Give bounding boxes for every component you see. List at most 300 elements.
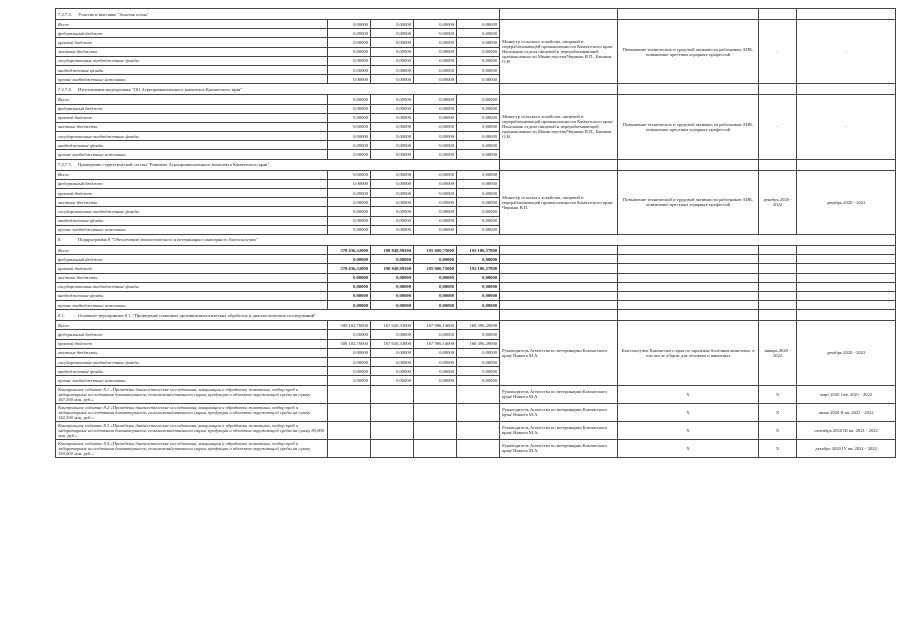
row-label: краевой бюджет	[56, 339, 328, 348]
row-label: краевой бюджет	[56, 189, 328, 198]
value-cell: 0,00000	[328, 358, 371, 367]
value-cell: 0,00000	[457, 225, 500, 234]
block-title	[56, 84, 500, 95]
value-cell: 195 600,75000	[414, 264, 457, 273]
value-cell: 0,00000	[457, 141, 500, 150]
value-cell: 0,00000	[414, 75, 457, 84]
table-row	[56, 234, 896, 245]
table-row	[56, 9, 896, 20]
table-cell	[618, 310, 759, 321]
row-label: местные бюджеты	[56, 47, 328, 56]
result-cell: Благополучие Камчатского края по заразным болезням животных, в том числе общим для человека и животных	[618, 321, 759, 385]
value-cell: 0,00000	[328, 56, 371, 65]
value-cell: 0,00000	[371, 358, 414, 367]
value-cell: 0,00000	[371, 170, 414, 179]
table-cell	[328, 421, 371, 439]
period-cell: декабрь 2020 - 2022	[797, 321, 896, 385]
value-cell: 0,00000	[457, 255, 500, 264]
table-cell	[457, 421, 500, 439]
value-cell: 0,00000	[457, 95, 500, 104]
value-cell: 0,00000	[328, 113, 371, 122]
row-label: федеральный бюджет	[56, 104, 328, 113]
table-cell	[414, 403, 457, 421]
table-row	[56, 159, 896, 170]
value-cell: 0,00000	[457, 189, 500, 198]
row-label: прочие внебюджетные источники	[56, 301, 328, 310]
table-cell	[797, 301, 896, 310]
value-cell: 0,00000	[328, 282, 371, 291]
value-cell: 0,00000	[371, 291, 414, 300]
date-cell: январь 2020 - 2022	[759, 321, 797, 385]
value-cell: 0,00000	[371, 189, 414, 198]
value-cell: 0,00000	[328, 225, 371, 234]
table-cell	[618, 282, 759, 291]
value-cell: 0,00000	[371, 29, 414, 38]
row-label: внебюджетные фонды	[56, 367, 328, 376]
table-cell	[500, 291, 618, 300]
table-row	[56, 291, 896, 300]
value-cell: 0,00000	[457, 376, 500, 385]
value-cell: 195 600,75000	[414, 245, 457, 254]
value-cell: 0,00000	[371, 75, 414, 84]
value-cell: 0,00000	[371, 56, 414, 65]
value-cell: 0,00000	[328, 65, 371, 74]
table-cell	[797, 310, 896, 321]
table-cell	[500, 159, 618, 170]
row-label: государственные внебюджетные фонды	[56, 132, 328, 141]
value-cell: 0,00000	[414, 291, 457, 300]
responsible-cell: Руководитель Агентства по ветеринарии Камчатского края/ Никита М.А.	[500, 385, 618, 403]
value-cell: 0,00000	[371, 95, 414, 104]
value-cell: 0,00000	[457, 38, 500, 47]
table-cell	[797, 245, 896, 254]
block-title	[56, 159, 500, 170]
value-cell: 0,00000	[414, 225, 457, 234]
table-cell	[759, 264, 797, 273]
value-cell: 0,00000	[414, 376, 457, 385]
value-cell: 0,00000	[371, 179, 414, 188]
date-cell: -	[759, 20, 797, 84]
row-label: прочие внебюджетные источники	[56, 150, 328, 159]
value-cell: 0,00000	[414, 273, 457, 282]
value-cell: 500 182,76000	[328, 339, 371, 348]
value-cell: 0,00000	[371, 132, 414, 141]
row-label: Всего	[56, 20, 328, 29]
value-cell: 0,00000	[371, 282, 414, 291]
x-cell: X	[618, 439, 759, 457]
value-cell: 0,00000	[414, 141, 457, 150]
table-cell	[618, 291, 759, 300]
table-cell	[500, 255, 618, 264]
responsible-cell: Руководитель Агентства по ветеринарии Камчатского края/ Никита М.А.	[500, 321, 618, 385]
table-row	[56, 439, 896, 457]
value-cell: 0,00000	[414, 198, 457, 207]
value-cell: 0,00000	[328, 367, 371, 376]
value-cell: 0,00000	[328, 348, 371, 357]
row-label: краевой бюджет	[56, 113, 328, 122]
table-row	[56, 20, 896, 29]
table-cell	[371, 439, 414, 457]
table-row	[56, 301, 896, 310]
value-cell: 0,00000	[457, 65, 500, 74]
value-cell: 192 186,57800	[457, 245, 500, 254]
value-cell: 0,00000	[371, 301, 414, 310]
table-body	[56, 9, 896, 458]
table-cell	[500, 301, 618, 310]
value-cell: 0,00000	[328, 75, 371, 84]
responsible-cell: Министр сельского хозяйства, пищевой и перерабатывающей промышленности Камчатского края/Начальник отдела пищевой и перерабатывающей промышленности Министерства/Черныш В.П., Бакшин О.Н.	[500, 95, 618, 159]
value-cell: 0,00000	[328, 216, 371, 225]
value-cell: 0,00000	[457, 20, 500, 29]
table-cell	[618, 301, 759, 310]
table-cell	[759, 273, 797, 282]
value-cell: 0,00000	[414, 122, 457, 131]
value-cell: 0,00000	[414, 113, 457, 122]
value-cell: 0,00000	[457, 330, 500, 339]
row-label: федеральный бюджет	[56, 29, 328, 38]
block-title	[56, 9, 500, 20]
value-cell: 0,00000	[414, 38, 457, 47]
table-cell	[328, 385, 371, 403]
table-row	[56, 273, 896, 282]
table-cell	[797, 291, 896, 300]
date-cell: март 2020 I кв. 2021 - 2022	[797, 385, 896, 403]
plan-table	[55, 8, 896, 458]
table-cell	[618, 273, 759, 282]
table-cell	[457, 385, 500, 403]
value-cell: 0,00000	[457, 170, 500, 179]
table-cell	[457, 403, 500, 421]
value-cell: 0,00000	[457, 198, 500, 207]
block-code: 7.2.7.4.	[58, 86, 72, 92]
value-cell: 0,00000	[328, 47, 371, 56]
block-title-text: Участие в выставке "Золотая осень"	[78, 11, 149, 17]
x-cell: X	[759, 385, 797, 403]
table-row	[56, 421, 896, 439]
table-cell	[618, 9, 759, 20]
value-cell: 0,00000	[457, 179, 500, 188]
table-cell	[797, 9, 896, 20]
date-cell: декабрь 2020 IV кв. 2021 - 2022	[797, 439, 896, 457]
responsible-cell: Министр сельского хозяйства, пищевой и перерабатывающей промышленности Камчатского края/Начальник отдела пищевой и перерабатывающей промышленности Министерства/Черныш В.П., Бакшин О.Н.	[500, 20, 618, 84]
value-cell: 168 396,29000	[457, 339, 500, 348]
row-label: внебюджетные фонды	[56, 141, 328, 150]
value-cell: 0,00000	[328, 376, 371, 385]
period-cell: декабрь 2020 - 2022	[797, 170, 896, 234]
result-cell: Повышение технических и трудовой активности работников АПК, повышение престижа аграрных профессий	[618, 20, 759, 84]
value-cell: 0,00000	[371, 150, 414, 159]
section-title	[56, 234, 896, 245]
row-label: внебюджетные фонды	[56, 291, 328, 300]
row-label: местные бюджеты	[56, 198, 328, 207]
date-cell: декабрь 2020 - 2022	[759, 170, 797, 234]
measure-code: 8.1.	[58, 312, 65, 318]
value-cell: 0,00000	[328, 95, 371, 104]
row-label: Всего	[56, 321, 328, 330]
result-cell: Повышение технических и трудовой активности работников АПК, повышение престижа аграрных профессий	[618, 95, 759, 159]
value-cell: 0,00000	[328, 330, 371, 339]
table-cell	[500, 9, 618, 20]
value-cell: 0,00000	[457, 348, 500, 357]
period-cell: -	[797, 95, 896, 159]
value-cell: 0,00000	[371, 376, 414, 385]
table-cell	[618, 245, 759, 254]
value-cell: 0,00000	[414, 170, 457, 179]
document-page	[55, 8, 895, 636]
value-cell: 0,00000	[328, 273, 371, 282]
value-cell: 0,00000	[371, 273, 414, 282]
value-cell: 0,00000	[414, 207, 457, 216]
table-cell	[414, 439, 457, 457]
value-cell: 0,00000	[371, 207, 414, 216]
table-cell	[328, 403, 371, 421]
row-label: местные бюджеты	[56, 122, 328, 131]
value-cell: 0,00000	[457, 150, 500, 159]
table-cell	[797, 282, 896, 291]
value-cell: 190 848,99200	[371, 264, 414, 273]
value-cell: 0,00000	[328, 179, 371, 188]
value-cell: 0,00000	[414, 47, 457, 56]
table-cell	[618, 159, 759, 170]
value-cell: 0,00000	[414, 367, 457, 376]
value-cell: 0,00000	[457, 122, 500, 131]
value-cell: 0,00000	[371, 141, 414, 150]
x-cell: X	[759, 439, 797, 457]
value-cell: 167 630,33000	[371, 339, 414, 348]
x-cell: X	[618, 421, 759, 439]
value-cell: 0,00000	[328, 255, 371, 264]
value-cell: 0,00000	[371, 216, 414, 225]
value-cell: 0,00000	[457, 47, 500, 56]
value-cell: 0,00000	[371, 113, 414, 122]
table-cell	[500, 282, 618, 291]
table-cell	[797, 84, 896, 95]
value-cell: 0,00000	[328, 20, 371, 29]
row-label: федеральный бюджет	[56, 255, 328, 264]
value-cell: 0,00000	[328, 170, 371, 179]
table-cell	[759, 245, 797, 254]
row-label: Всего	[56, 245, 328, 254]
table-row	[56, 385, 896, 403]
table-cell	[500, 84, 618, 95]
event-text: Контрольное событие 8.4 «Проведены диагностические исследования, вакцинации и обработки животных, отбор проб и лабораторные исследования биоматериалов, сельскохозяйственного сырья, продукции и объектов окружающей среды на сумму 150,000 млн. руб.»	[56, 439, 328, 457]
value-cell: 0,00000	[414, 358, 457, 367]
table-cell	[371, 421, 414, 439]
value-cell: 0,00000	[328, 207, 371, 216]
value-cell: 0,00000	[371, 367, 414, 376]
row-label: внебюджетные фонды	[56, 216, 328, 225]
value-cell: 0,00000	[414, 104, 457, 113]
value-cell: 167 986,14000	[414, 321, 457, 330]
table-cell	[500, 264, 618, 273]
table-cell	[759, 9, 797, 20]
row-label: прочие внебюджетные источники	[56, 75, 328, 84]
table-cell	[759, 310, 797, 321]
value-cell: 578 636,32000	[328, 245, 371, 254]
value-cell: 0,00000	[414, 255, 457, 264]
section-code: 8.	[58, 237, 62, 243]
measure-title-text: Основное мероприятие 8.1. "Проведение плановых противоэпизоотических обработок и диагностических исследований"	[78, 312, 317, 318]
value-cell: 0,00000	[457, 113, 500, 122]
value-cell: 0,00000	[457, 75, 500, 84]
value-cell: 167 986,14000	[414, 339, 457, 348]
x-cell: X	[759, 421, 797, 439]
value-cell: 0,00000	[371, 348, 414, 357]
table-cell	[414, 385, 457, 403]
row-label: краевой бюджет	[56, 264, 328, 273]
value-cell: 578 636,32000	[328, 264, 371, 273]
value-cell: 0,00000	[414, 301, 457, 310]
value-cell: 0,00000	[328, 29, 371, 38]
table-cell	[328, 439, 371, 457]
value-cell: 168 396,29000	[457, 321, 500, 330]
value-cell: 0,00000	[457, 29, 500, 38]
value-cell: 190 848,99200	[371, 245, 414, 254]
value-cell: 0,00000	[457, 367, 500, 376]
value-cell: 0,00000	[371, 225, 414, 234]
value-cell: 0,00000	[414, 65, 457, 74]
table-cell	[759, 282, 797, 291]
event-text: Контрольное событие 8.3 «Проведены диагностические исследования, вакцинации и обработки животных, отбор проб и лабораторные исследования биоматериалов, сельскохозяйственного сырья, продукции и объектов окружающей среды на сумму 83,800 млн. руб.»	[56, 421, 328, 439]
table-cell	[759, 291, 797, 300]
value-cell: 0,00000	[457, 358, 500, 367]
value-cell: 0,00000	[328, 198, 371, 207]
x-cell: X	[618, 385, 759, 403]
value-cell: 0,00000	[414, 29, 457, 38]
table-row	[56, 84, 896, 95]
table-cell	[759, 159, 797, 170]
value-cell: 0,00000	[414, 150, 457, 159]
x-cell: X	[759, 403, 797, 421]
x-cell: X	[618, 403, 759, 421]
value-cell: 0,00000	[457, 301, 500, 310]
value-cell: 0,00000	[457, 104, 500, 113]
table-cell	[500, 245, 618, 254]
responsible-cell: Руководитель Агентства по ветеринарии Камчатского края/ Никита М.А.	[500, 421, 618, 439]
row-label: государственные внебюджетные фонды	[56, 56, 328, 65]
value-cell: 0,00000	[457, 216, 500, 225]
value-cell: 192 186,57800	[457, 264, 500, 273]
value-cell: 0,00000	[457, 207, 500, 216]
value-cell: 0,00000	[457, 132, 500, 141]
table-row	[56, 310, 896, 321]
table-cell	[500, 273, 618, 282]
value-cell: 0,00000	[414, 132, 457, 141]
event-text: Контрольное событие 8.1 «Проведены диагностические исследования, вакцинации и обработки животных, отбор проб и лабораторные исследования биоматериалов, сельскохозяйственного сырья, продукции и объектов окружающей среды на сумму 167,300 млн. руб.»	[56, 385, 328, 403]
value-cell: 0,00000	[371, 47, 414, 56]
table-row	[56, 282, 896, 291]
table-row	[56, 264, 896, 273]
row-label: государственные внебюджетные фонды	[56, 358, 328, 367]
responsible-cell: Руководитель Агентства по ветеринарии Камчатского края/ Никита М.А.	[500, 439, 618, 457]
table-cell	[371, 385, 414, 403]
block-title-text: Проведение стратегической сессии "Развитие Агропромышленного комплекса Камчатского края"	[78, 162, 270, 168]
value-cell: 0,00000	[328, 141, 371, 150]
table-row	[56, 403, 896, 421]
value-cell: 0,00000	[328, 132, 371, 141]
row-label: местные бюджеты	[56, 348, 328, 357]
value-cell: 0,00000	[414, 216, 457, 225]
value-cell: 0,00000	[328, 122, 371, 131]
row-label: Всего	[56, 170, 328, 179]
date-cell: июнь 2020 II кв. 2021 - 2022	[797, 403, 896, 421]
value-cell: 0,00000	[371, 330, 414, 339]
date-cell: сентябрь 2020 III кв. 2021 - 2022	[797, 421, 896, 439]
table-cell	[618, 264, 759, 273]
period-cell: -	[797, 20, 896, 84]
table-cell	[618, 255, 759, 264]
value-cell: 0,00000	[457, 273, 500, 282]
row-label: местные бюджеты	[56, 273, 328, 282]
value-cell: 0,00000	[371, 255, 414, 264]
value-cell: 0,00000	[457, 56, 500, 65]
value-cell: 0,00000	[414, 179, 457, 188]
value-cell: 0,00000	[414, 330, 457, 339]
date-cell: -	[759, 95, 797, 159]
value-cell: 0,00000	[414, 189, 457, 198]
value-cell: 0,00000	[328, 150, 371, 159]
block-title-text: Изготовление видеоролика "ОО Агропромышленного комплекса Камчатского края"	[78, 86, 243, 92]
table-row	[56, 170, 896, 179]
value-cell: 0,00000	[371, 65, 414, 74]
table-row	[56, 95, 896, 104]
block-code: 7.2.7.5.	[58, 162, 72, 168]
row-label: федеральный бюджет	[56, 179, 328, 188]
value-cell: 0,00000	[371, 20, 414, 29]
value-cell: 0,00000	[328, 189, 371, 198]
row-label: прочие внебюджетные источники	[56, 376, 328, 385]
table-cell	[759, 255, 797, 264]
value-cell: 0,00000	[457, 282, 500, 291]
table-cell	[797, 255, 896, 264]
table-cell	[797, 264, 896, 273]
table-row	[56, 321, 896, 330]
value-cell: 500 182,76000	[328, 321, 371, 330]
row-label: Всего	[56, 95, 328, 104]
row-label: государственные внебюджетные фонды	[56, 282, 328, 291]
table-row	[56, 245, 896, 254]
value-cell: 0,00000	[371, 38, 414, 47]
row-label: государственные внебюджетные фонды	[56, 207, 328, 216]
row-label: федеральный бюджет	[56, 330, 328, 339]
value-cell: 0,00000	[328, 38, 371, 47]
value-cell: 0,00000	[371, 104, 414, 113]
responsible-cell: Министр сельского хозяйства, пищевой и перерабатывающей промышленности Камчатского края/Черныш В.П.	[500, 170, 618, 234]
event-text: Контрольное событие 8.2 «Проведены диагностические исследования, вакцинации и обработки животных, отбор проб и лабораторные исследования биоматериалов, сельскохозяйственного сырья, продукции и объектов окружающей среды на сумму 142,300 млн. руб.»	[56, 403, 328, 421]
table-row	[56, 255, 896, 264]
table-cell	[371, 403, 414, 421]
table-cell	[797, 159, 896, 170]
block-code: 7.2.7.3.	[58, 11, 72, 17]
table-cell	[618, 84, 759, 95]
value-cell: 0,00000	[414, 348, 457, 357]
value-cell: 167 630,33000	[371, 321, 414, 330]
value-cell: 0,00000	[371, 122, 414, 131]
value-cell: 0,00000	[328, 301, 371, 310]
row-label: прочие внебюджетные источники	[56, 225, 328, 234]
table-cell	[414, 421, 457, 439]
table-cell	[500, 310, 618, 321]
value-cell: 0,00000	[414, 282, 457, 291]
value-cell: 0,00000	[414, 95, 457, 104]
table-cell	[759, 301, 797, 310]
measure-title	[56, 310, 500, 321]
responsible-cell: Руководитель Агентства по ветеринарии Камчатского края/ Никита М.А.	[500, 403, 618, 421]
table-cell	[457, 439, 500, 457]
row-label: внебюджетные фонды	[56, 65, 328, 74]
value-cell: 0,00000	[414, 20, 457, 29]
row-label: краевой бюджет	[56, 38, 328, 47]
